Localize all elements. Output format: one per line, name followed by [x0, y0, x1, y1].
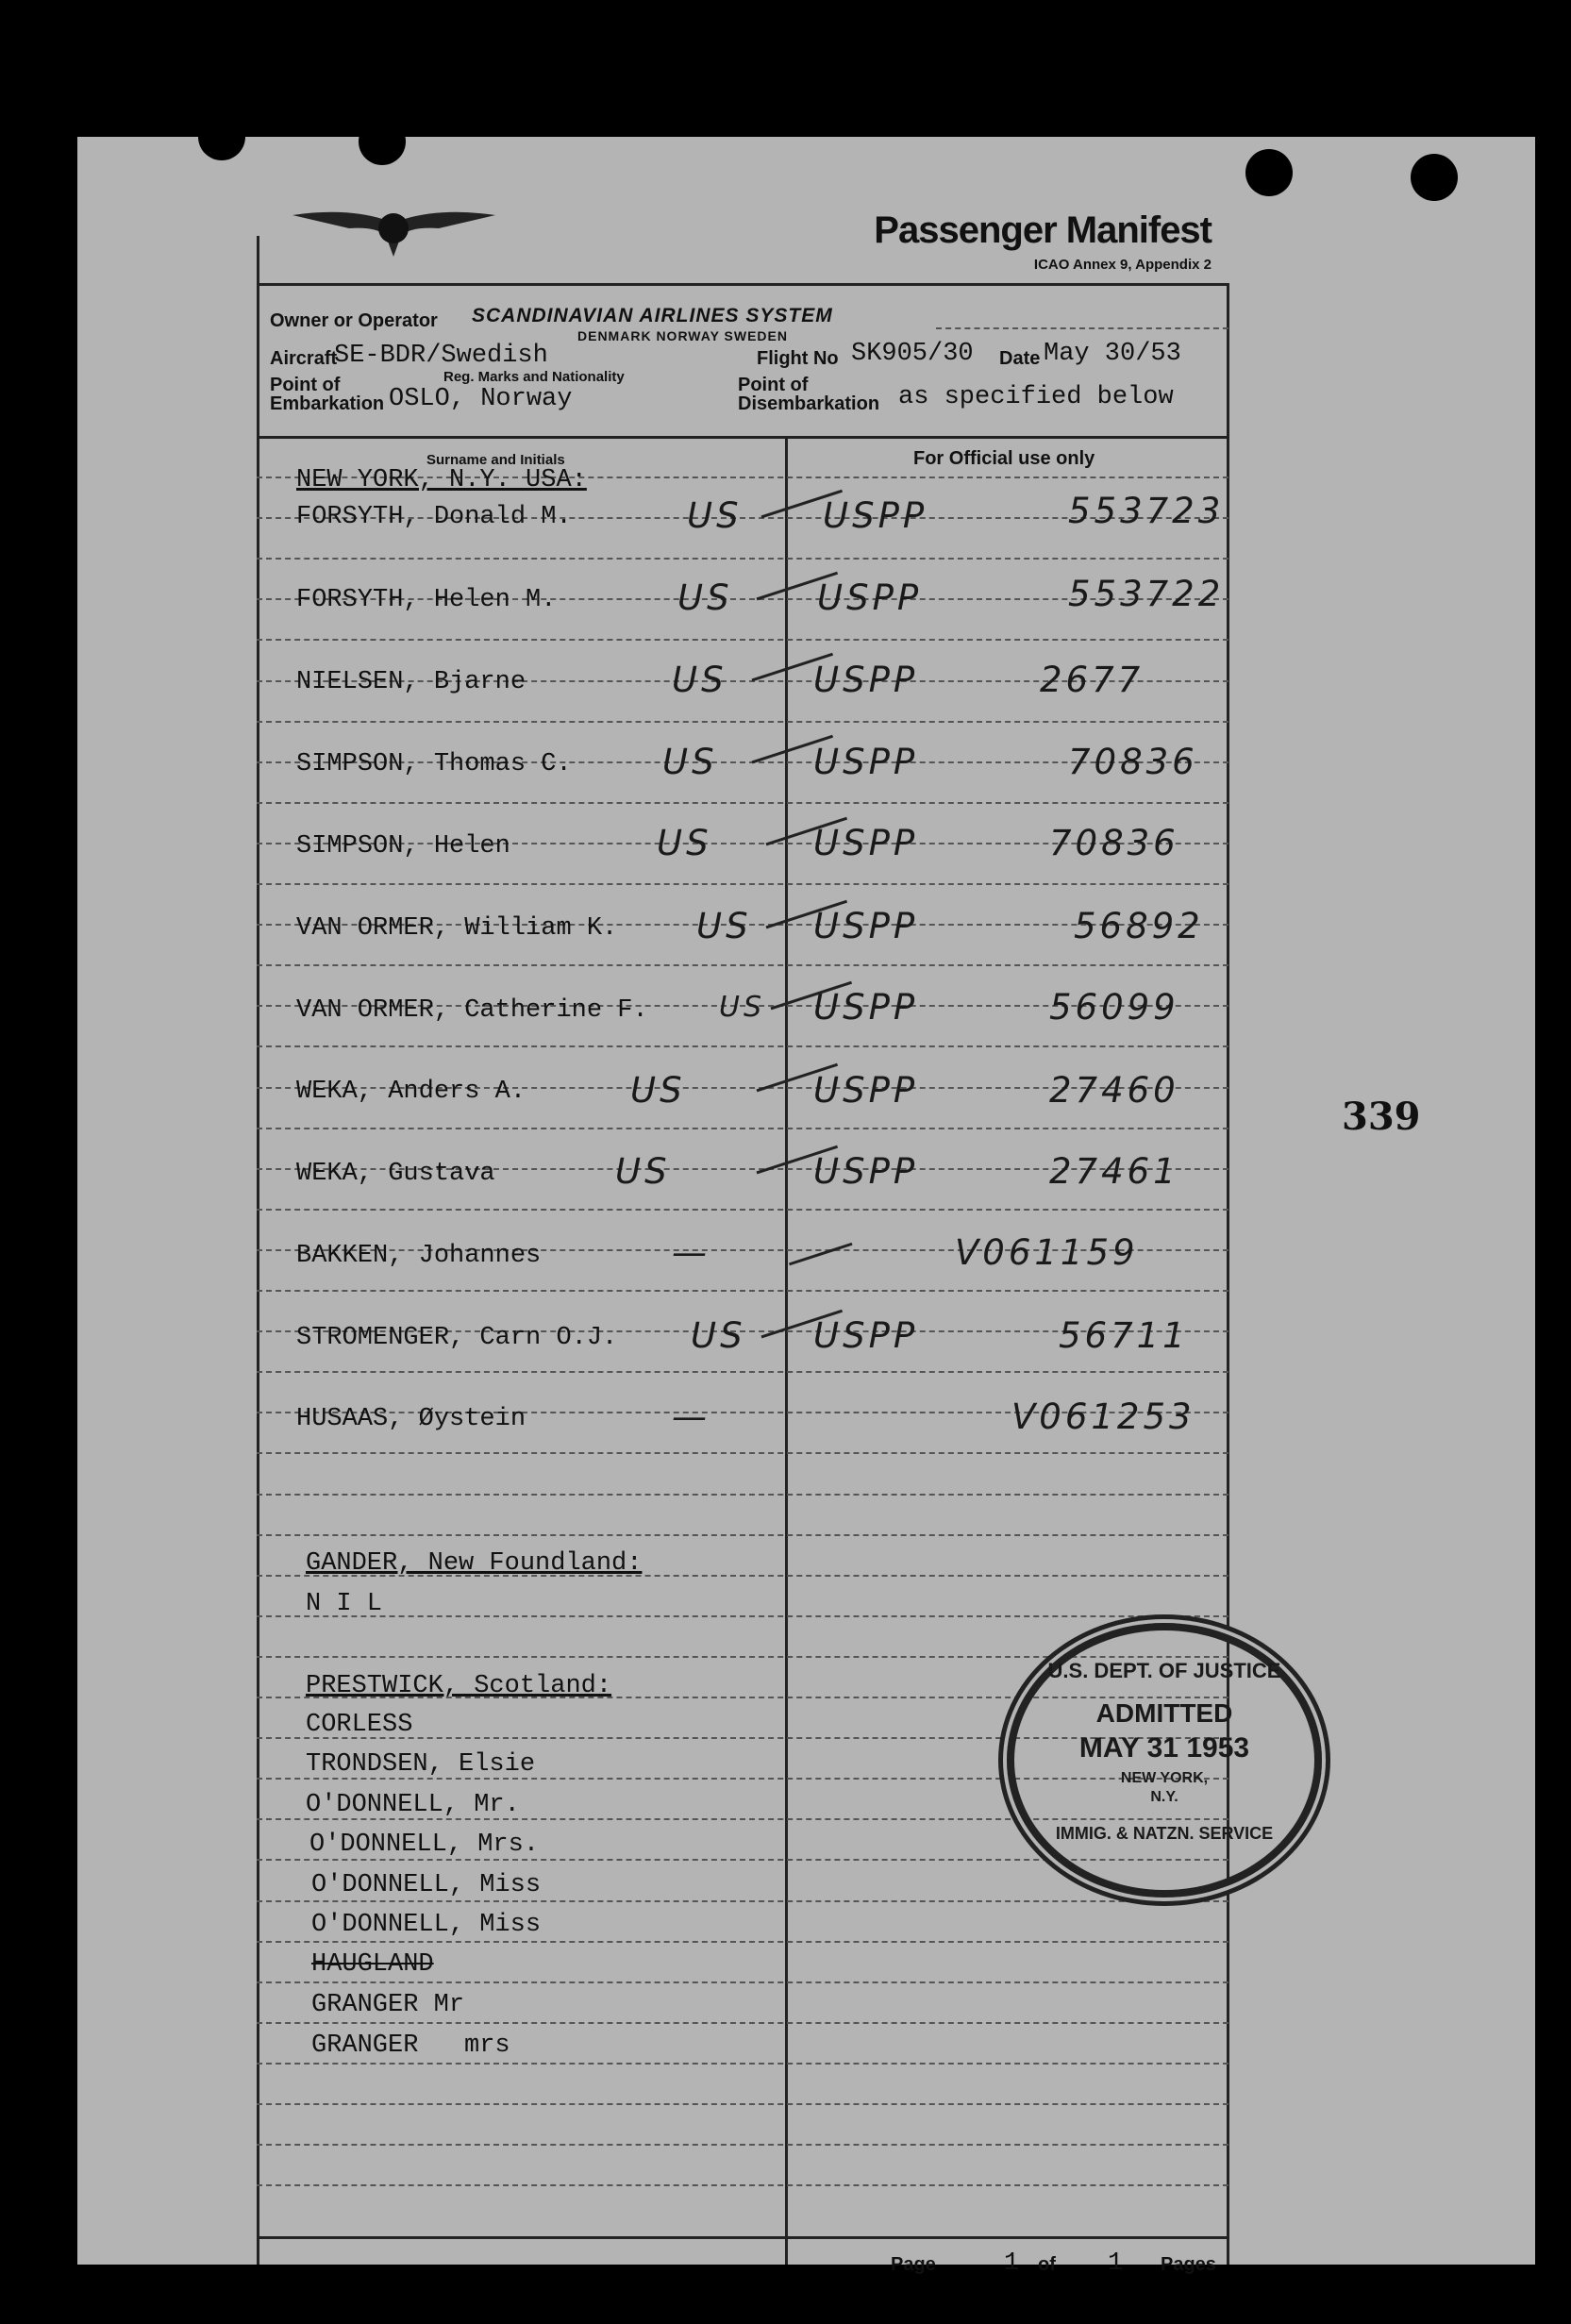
pages-label: Pages	[1161, 2254, 1216, 2275]
nationality-entry: US	[677, 577, 733, 618]
document-type-entry: USPP	[813, 1315, 919, 1356]
of-value: 1	[1108, 2249, 1124, 2278]
form-title: Passenger Manifest	[874, 209, 1212, 251]
passenger-name: FORSYTH, Donald M.	[296, 503, 572, 531]
document-number-entry: 27461	[1049, 1151, 1179, 1192]
ruled-line	[257, 2063, 1228, 2065]
disembarkation-label-2: Disembarkation	[738, 393, 880, 414]
passenger-name: BAKKEN, Johannes	[296, 1242, 542, 1270]
punch-hole	[198, 113, 245, 160]
column-header-rule	[257, 436, 1228, 439]
passenger-name: O'DONNELL, Miss	[311, 1911, 542, 1939]
nationality-entry: US	[672, 660, 727, 700]
aircraft-value: SE-BDR/Swedish	[334, 342, 548, 370]
ruled-line	[257, 558, 1228, 560]
official-column-header: For Official use only	[913, 448, 1095, 469]
document-type-entry: USPP	[813, 906, 919, 946]
document-number-entry: 2677	[1040, 660, 1145, 700]
document-number-entry: 70836	[1049, 823, 1179, 863]
document-number-entry: 553723	[1068, 491, 1225, 531]
ruled-line	[257, 883, 1228, 885]
document-number-entry: 27460	[1049, 1070, 1179, 1111]
stamp-place-2: N.Y.	[1150, 1789, 1178, 1805]
passenger-name: VAN ORMER, William K.	[296, 914, 618, 943]
punch-hole	[1411, 154, 1458, 201]
ruled-line	[257, 2103, 1228, 2105]
document-type-entry: USPP	[813, 1070, 919, 1111]
column-divider	[785, 436, 788, 2265]
date-value: May 30/53	[1044, 340, 1181, 368]
flight-label: Flight No	[757, 348, 839, 369]
passenger-name: VAN ORMER, Catherine F.	[296, 996, 648, 1025]
ruled-line	[257, 1290, 1228, 1292]
ruled-line	[257, 964, 1228, 966]
stamp-status: ADMITTED	[1095, 1698, 1233, 1728]
check-mark	[783, 1227, 852, 1266]
airline-countries: DENMARK NORWAY SWEDEN	[577, 328, 788, 343]
passenger-name: O'DONNELL, Mrs.	[309, 1831, 540, 1859]
stamp-date: MAY 31 1953	[1078, 1732, 1250, 1764]
document-type-entry: USPP	[813, 987, 919, 1028]
passenger-name: WEKA, Anders A.	[296, 1078, 526, 1106]
ruled-line	[257, 1452, 1228, 1454]
ruled-line	[257, 802, 1228, 804]
document-number-entry: 56892	[1074, 906, 1204, 946]
punch-hole	[359, 118, 406, 165]
aircraft-label: Aircraft	[270, 348, 338, 369]
nationality-entry: US	[662, 742, 718, 782]
ruled-line	[257, 721, 1228, 723]
document-number-entry: V061159	[955, 1232, 1139, 1273]
embarkation-value: OSLO, Norway	[389, 385, 573, 413]
passenger-name: GRANGER Mr	[311, 1991, 465, 2019]
document-type-entry: USPP	[813, 660, 919, 700]
section-heading: NEW YORK, N.Y. USA:	[296, 466, 587, 494]
document-number-entry: V061253	[1011, 1396, 1195, 1437]
document-type-entry: USPP	[813, 823, 919, 863]
document-type-entry: USPP	[817, 577, 923, 618]
passenger-name: TRONDSEN, Elsie	[306, 1750, 536, 1779]
embarkation-label-1: Point of	[270, 375, 341, 395]
ruled-line	[257, 1371, 1228, 1373]
ruled-line	[257, 1209, 1228, 1211]
stamp-place-1: NEW YORK,	[1120, 1770, 1209, 1786]
nationality-entry: US	[687, 495, 743, 536]
ruled-line	[257, 1900, 1228, 1902]
passenger-name: CORLESS	[306, 1711, 413, 1739]
passenger-name: NIELSEN, Bjarne	[296, 668, 526, 696]
right-border	[1227, 283, 1229, 2265]
disembarkation-value: as specified below	[898, 383, 1174, 411]
nationality-entry: US	[691, 1315, 746, 1356]
passenger-name: SIMPSON, Thomas C.	[296, 750, 572, 778]
document-type-entry: USPP	[823, 495, 928, 536]
passenger-name: SIMPSON, Helen	[296, 832, 510, 861]
passenger-name: HUSAAS, Øystein	[296, 1405, 526, 1433]
ruled-line	[257, 1534, 1228, 1536]
disembarkation-label-1: Point of	[738, 375, 809, 395]
document-number-entry: 56099	[1049, 987, 1179, 1028]
passenger-name: O'DONNELL, Miss	[311, 1871, 542, 1899]
nationality-entry: US	[719, 991, 766, 1024]
passenger-name: WEKA, Gustava	[296, 1160, 495, 1188]
admitted-stamp	[1007, 1623, 1322, 1898]
passenger-name: STROMENGER, Carn O.J.	[296, 1324, 618, 1352]
stamp-bottom-arc: IMMIG. & NATZN. SERVICE	[1055, 1824, 1274, 1843]
header-rule	[257, 283, 1228, 286]
document-number-entry: 70836	[1068, 742, 1198, 782]
manifest-form	[257, 209, 1281, 2278]
ruled-line	[257, 1615, 1228, 1617]
ruled-line	[257, 1981, 1228, 1983]
nationality-entry: US	[615, 1151, 671, 1192]
document-type-entry: USPP	[813, 1151, 919, 1192]
ruled-line	[257, 1128, 1228, 1129]
document-type-entry: USPP	[813, 742, 919, 782]
ruled-line	[257, 2184, 1228, 2186]
section-heading: GANDER, New Foundland:	[306, 1549, 643, 1578]
form-subtitle: ICAO Annex 9, Appendix 2	[1033, 257, 1212, 273]
nationality-entry: —	[672, 1232, 710, 1273]
punch-hole	[1245, 149, 1293, 196]
surname-column-header: Surname and Initials	[426, 452, 565, 468]
ruled-line	[257, 1045, 1228, 1047]
date-label: Date	[999, 348, 1041, 369]
nationality-entry: US	[696, 906, 752, 946]
ruled-line	[257, 2144, 1228, 2146]
document-number-entry: 553722	[1068, 574, 1225, 614]
owner-label: Owner or Operator	[270, 310, 438, 331]
archive-page-number: 339	[1342, 1095, 1421, 1139]
passenger-name: FORSYTH, Helen M.	[296, 586, 557, 614]
ruled-line	[257, 2022, 1228, 2024]
section-heading: PRESTWICK, Scotland:	[306, 1672, 612, 1700]
ruled-line	[257, 1494, 1228, 1496]
ruled-line	[257, 1941, 1228, 1943]
stamp-top-arc: U.S. DEPT. OF JUSTICE	[1047, 1659, 1281, 1682]
nationality-entry: —	[672, 1396, 710, 1437]
nationality-entry: US	[630, 1070, 686, 1111]
nationality-entry: US	[657, 823, 712, 863]
flight-value: SK905/30	[851, 340, 974, 368]
passenger-name: GRANGER mrs	[311, 2031, 510, 2060]
page-label: Page	[891, 2254, 936, 2275]
owner-line	[936, 327, 1228, 329]
ruled-line	[257, 639, 1228, 641]
passenger-name: N I L	[306, 1590, 383, 1618]
document-number-entry: 56711	[1059, 1315, 1189, 1356]
of-label: of	[1038, 2254, 1056, 2275]
embarkation-label-2: Embarkation	[270, 393, 385, 414]
passenger-name: HAUGLAND	[311, 1950, 434, 1979]
page-value: 1	[1004, 2249, 1020, 2278]
aircraft-sublabel: Reg. Marks and Nationality	[443, 369, 625, 385]
passenger-name: O'DONNELL, Mr.	[306, 1791, 520, 1819]
footer-rule	[257, 2236, 1228, 2239]
airline-name: SCANDINAVIAN AIRLINES SYSTEM	[472, 305, 833, 326]
